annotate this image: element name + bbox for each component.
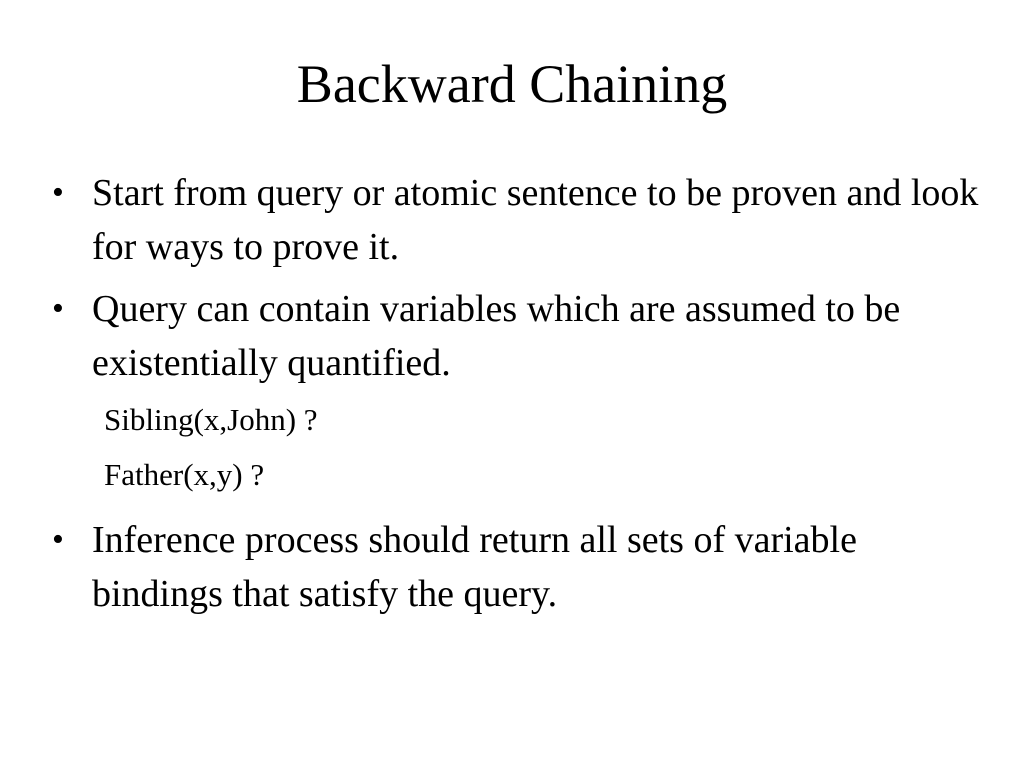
- bullet-item: [52, 282, 982, 390]
- slide-title: Backward Chaining: [296, 54, 728, 114]
- bullet-icon: •: [52, 290, 64, 327]
- bullet-icon: •: [52, 174, 64, 211]
- bullet-text: Start from query or atomic sentence to be proven and look for ways to prove it.: [92, 172, 979, 268]
- example-query: Father(x,y) ?: [104, 457, 265, 492]
- bullet-icon: •: [52, 521, 64, 558]
- example-query: Sibling(x,John) ?: [104, 402, 318, 437]
- bullet-item: [52, 513, 982, 621]
- bullet-text: Query can contain variables which are assumed to be existentially quantified.: [92, 288, 901, 384]
- bullet-item: [52, 166, 982, 274]
- bullet-list: [52, 166, 982, 621]
- bullet-text: Inference process should return all sets of variable bindings that satisfy the query.: [92, 519, 857, 615]
